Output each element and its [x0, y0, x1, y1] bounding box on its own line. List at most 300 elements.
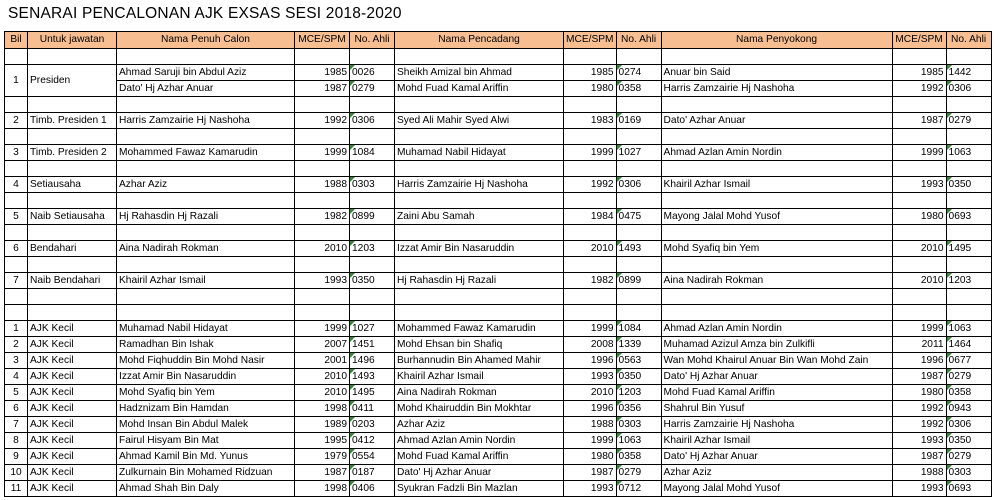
bil-cell[interactable]: 7 — [5, 273, 28, 289]
calon-ahli-cell[interactable]: 0554 — [350, 449, 395, 465]
penyokong-ahli-cell[interactable]: 0279 — [946, 369, 991, 385]
pencadang-mce-cell[interactable]: 1983 — [564, 113, 617, 129]
pencadang-ahli-cell[interactable]: 0169 — [616, 113, 661, 129]
pencadang-ahli-cell[interactable]: 0475 — [616, 209, 661, 225]
calon-name-cell[interactable]: Hadznizam Bin Hamdan — [117, 401, 295, 417]
empty-cell[interactable] — [616, 97, 661, 113]
calon-mce-cell[interactable]: 1995 — [295, 433, 350, 449]
empty-cell[interactable] — [350, 97, 395, 113]
empty-cell[interactable] — [117, 225, 295, 241]
calon-mce-cell[interactable]: 1989 — [295, 417, 350, 433]
pencadang-mce-cell[interactable]: 1987 — [564, 465, 617, 481]
empty-cell[interactable] — [564, 225, 617, 241]
penyokong-ahli-cell[interactable]: 0693 — [946, 209, 991, 225]
empty-cell[interactable] — [564, 129, 617, 145]
pencadang-mce-cell[interactable]: 1980 — [564, 81, 617, 97]
calon-mce-cell[interactable]: 1979 — [295, 449, 350, 465]
empty-cell[interactable] — [5, 257, 28, 273]
header-bil[interactable]: Bil — [5, 32, 28, 49]
empty-cell[interactable] — [616, 305, 661, 321]
pencadang-name-cell[interactable]: Mohd Khairuddin Bin Mokhtar — [395, 401, 564, 417]
penyokong-mce-cell[interactable]: 1980 — [892, 385, 946, 401]
empty-cell[interactable] — [946, 97, 991, 113]
bil-cell[interactable]: 5 — [5, 385, 28, 401]
penyokong-name-cell[interactable]: Mayong Jalal Mohd Yusof — [661, 481, 892, 497]
calon-ahli-cell[interactable]: 1203 — [350, 241, 395, 257]
pencadang-name-cell[interactable]: Khairil Azhar Ismail — [395, 369, 564, 385]
empty-cell[interactable] — [350, 129, 395, 145]
empty-cell[interactable] — [5, 225, 28, 241]
pencadang-name-cell[interactable]: Hj Rahasdin Hj Razali — [395, 273, 564, 289]
jawatan-cell[interactable]: AJK Kecil — [28, 337, 117, 353]
penyokong-mce-cell[interactable]: 1993 — [892, 177, 946, 193]
jawatan-cell[interactable]: AJK Kecil — [28, 385, 117, 401]
header-penyokong-ahli[interactable]: No. Ahli — [946, 32, 991, 49]
pencadang-mce-cell[interactable]: 1999 — [564, 433, 617, 449]
empty-cell[interactable] — [5, 305, 28, 321]
empty-cell[interactable] — [5, 129, 28, 145]
pencadang-name-cell[interactable]: Harris Zamzairie Hj Nashoha — [395, 177, 564, 193]
empty-cell[interactable] — [946, 49, 991, 65]
empty-cell[interactable] — [564, 193, 617, 209]
bil-cell[interactable]: 1 — [5, 65, 28, 97]
pencadang-ahli-cell[interactable]: 0274 — [616, 65, 661, 81]
empty-cell[interactable] — [946, 161, 991, 177]
penyokong-name-cell[interactable]: Dato' Hj Azhar Anuar — [661, 369, 892, 385]
empty-cell[interactable] — [28, 129, 117, 145]
empty-cell[interactable] — [946, 289, 991, 305]
penyokong-name-cell[interactable]: Harris Zamzairie Hj Nashoha — [661, 81, 892, 97]
penyokong-mce-cell[interactable]: 1992 — [892, 417, 946, 433]
penyokong-mce-cell[interactable]: 1993 — [892, 481, 946, 497]
pencadang-ahli-cell[interactable]: 0712 — [616, 481, 661, 497]
empty-cell[interactable] — [295, 305, 350, 321]
empty-cell[interactable] — [661, 193, 892, 209]
calon-mce-cell[interactable]: 1987 — [295, 81, 350, 97]
calon-ahli-cell[interactable]: 0411 — [350, 401, 395, 417]
empty-cell[interactable] — [564, 257, 617, 273]
header-calon-ahli[interactable]: No. Ahli — [350, 32, 395, 49]
calon-ahli-cell[interactable]: 0203 — [350, 417, 395, 433]
pencadang-ahli-cell[interactable]: 0279 — [616, 465, 661, 481]
calon-ahli-cell[interactable]: 1027 — [350, 321, 395, 337]
penyokong-mce-cell[interactable]: 1992 — [892, 81, 946, 97]
bil-cell[interactable]: 10 — [5, 465, 28, 481]
penyokong-name-cell[interactable]: Harris Zamzairie Hj Nashoha — [661, 417, 892, 433]
penyokong-ahli-cell[interactable]: 0350 — [946, 433, 991, 449]
calon-mce-cell[interactable]: 1993 — [295, 273, 350, 289]
penyokong-ahli-cell[interactable]: 0943 — [946, 401, 991, 417]
pencadang-ahli-cell[interactable]: 1027 — [616, 145, 661, 161]
empty-cell[interactable] — [395, 305, 564, 321]
empty-cell[interactable] — [350, 257, 395, 273]
bil-cell[interactable]: 2 — [5, 113, 28, 129]
jawatan-cell[interactable]: Timb. Presiden 1 — [28, 113, 117, 129]
penyokong-mce-cell[interactable]: 1996 — [892, 353, 946, 369]
calon-name-cell[interactable]: Ahmad Kamil Bin Md. Yunus — [117, 449, 295, 465]
empty-cell[interactable] — [395, 129, 564, 145]
empty-cell[interactable] — [117, 49, 295, 65]
calon-ahli-cell[interactable]: 0350 — [350, 273, 395, 289]
calon-mce-cell[interactable]: 1998 — [295, 481, 350, 497]
pencadang-name-cell[interactable]: Ahmad Azlan Amin Nordin — [395, 433, 564, 449]
pencadang-ahli-cell[interactable]: 1493 — [616, 241, 661, 257]
jawatan-cell[interactable]: AJK Kecil — [28, 465, 117, 481]
empty-cell[interactable] — [564, 289, 617, 305]
pencadang-name-cell[interactable]: Azhar Aziz — [395, 417, 564, 433]
calon-name-cell[interactable]: Muhamad Nabil Hidayat — [117, 321, 295, 337]
pencadang-name-cell[interactable]: Burhannudin Bin Ahamed Mahir — [395, 353, 564, 369]
penyokong-mce-cell[interactable]: 1992 — [892, 401, 946, 417]
empty-cell[interactable] — [117, 305, 295, 321]
penyokong-name-cell[interactable]: Dato' Azhar Anuar — [661, 113, 892, 129]
penyokong-name-cell[interactable]: Mayong Jalal Mohd Yusof — [661, 209, 892, 225]
pencadang-name-cell[interactable]: Mohd Fuad Kamal Ariffin — [395, 81, 564, 97]
penyokong-name-cell[interactable]: Azhar Aziz — [661, 465, 892, 481]
pencadang-mce-cell[interactable]: 2010 — [564, 385, 617, 401]
empty-cell[interactable] — [661, 49, 892, 65]
bil-cell[interactable]: 4 — [5, 369, 28, 385]
bil-cell[interactable]: 11 — [5, 481, 28, 497]
bil-cell[interactable]: 6 — [5, 401, 28, 417]
calon-ahli-cell[interactable]: 0279 — [350, 81, 395, 97]
empty-cell[interactable] — [564, 97, 617, 113]
jawatan-cell[interactable]: AJK Kecil — [28, 321, 117, 337]
pencadang-ahli-cell[interactable]: 0303 — [616, 417, 661, 433]
empty-cell[interactable] — [661, 129, 892, 145]
penyokong-mce-cell[interactable]: 1980 — [892, 209, 946, 225]
empty-cell[interactable] — [564, 161, 617, 177]
calon-mce-cell[interactable]: 2010 — [295, 241, 350, 257]
calon-mce-cell[interactable]: 1987 — [295, 465, 350, 481]
empty-cell[interactable] — [892, 49, 946, 65]
jawatan-cell[interactable]: AJK Kecil — [28, 417, 117, 433]
empty-cell[interactable] — [295, 49, 350, 65]
penyokong-mce-cell[interactable]: 1987 — [892, 113, 946, 129]
calon-name-cell[interactable]: Ramadhan Bin Ishak — [117, 337, 295, 353]
jawatan-cell[interactable]: Bendahari — [28, 241, 117, 257]
penyokong-mce-cell[interactable]: 1987 — [892, 449, 946, 465]
pencadang-name-cell[interactable]: Zaini Abu Samah — [395, 209, 564, 225]
penyokong-ahli-cell[interactable]: 0306 — [946, 417, 991, 433]
penyokong-mce-cell[interactable]: 1987 — [892, 369, 946, 385]
penyokong-ahli-cell[interactable]: 1442 — [946, 65, 991, 81]
jawatan-cell[interactable]: AJK Kecil — [28, 449, 117, 465]
empty-cell[interactable] — [28, 225, 117, 241]
pencadang-ahli-cell[interactable]: 0358 — [616, 81, 661, 97]
penyokong-name-cell[interactable]: Muhamad Azizul Amza bin Zulkifli — [661, 337, 892, 353]
calon-mce-cell[interactable]: 1999 — [295, 321, 350, 337]
penyokong-ahli-cell[interactable]: 0350 — [946, 177, 991, 193]
header-jawatan[interactable]: Untuk jawatan — [28, 32, 117, 49]
empty-cell[interactable] — [616, 49, 661, 65]
empty-cell[interactable] — [117, 289, 295, 305]
penyokong-name-cell[interactable]: Anuar bin Said — [661, 65, 892, 81]
empty-cell[interactable] — [117, 97, 295, 113]
empty-cell[interactable] — [661, 305, 892, 321]
empty-cell[interactable] — [661, 225, 892, 241]
pencadang-ahli-cell[interactable]: 1339 — [616, 337, 661, 353]
empty-cell[interactable] — [5, 49, 28, 65]
jawatan-cell[interactable]: AJK Kecil — [28, 369, 117, 385]
empty-cell[interactable] — [28, 257, 117, 273]
empty-cell[interactable] — [395, 193, 564, 209]
penyokong-name-cell[interactable]: Dato' Hj Azhar Anuar — [661, 449, 892, 465]
empty-cell[interactable] — [5, 193, 28, 209]
calon-name-cell[interactable]: Mohd Syafiq bin Yem — [117, 385, 295, 401]
calon-ahli-cell[interactable]: 1451 — [350, 337, 395, 353]
pencadang-mce-cell[interactable]: 2008 — [564, 337, 617, 353]
pencadang-mce-cell[interactable]: 1982 — [564, 273, 617, 289]
penyokong-name-cell[interactable]: Shahrul Bin Yusuf — [661, 401, 892, 417]
penyokong-mce-cell[interactable]: 1999 — [892, 145, 946, 161]
calon-ahli-cell[interactable]: 0406 — [350, 481, 395, 497]
pencadang-ahli-cell[interactable]: 1203 — [616, 385, 661, 401]
penyokong-ahli-cell[interactable]: 1063 — [946, 145, 991, 161]
penyokong-ahli-cell[interactable]: 0279 — [946, 113, 991, 129]
pencadang-name-cell[interactable]: Sheikh Amizal bin Ahmad — [395, 65, 564, 81]
empty-cell[interactable] — [117, 257, 295, 273]
calon-name-cell[interactable]: Fairul Hisyam Bin Mat — [117, 433, 295, 449]
calon-ahli-cell[interactable]: 1493 — [350, 369, 395, 385]
calon-ahli-cell[interactable]: 0899 — [350, 209, 395, 225]
jawatan-cell[interactable]: Naib Setiausaha — [28, 209, 117, 225]
calon-ahli-cell[interactable]: 0187 — [350, 465, 395, 481]
penyokong-mce-cell[interactable]: 2010 — [892, 273, 946, 289]
jawatan-cell[interactable]: AJK Kecil — [28, 353, 117, 369]
empty-cell[interactable] — [117, 193, 295, 209]
empty-cell[interactable] — [5, 161, 28, 177]
jawatan-cell[interactable]: AJK Kecil — [28, 401, 117, 417]
bil-cell[interactable]: 1 — [5, 321, 28, 337]
penyokong-name-cell[interactable]: Aina Nadirah Rokman — [661, 273, 892, 289]
calon-mce-cell[interactable]: 2001 — [295, 353, 350, 369]
bil-cell[interactable]: 6 — [5, 241, 28, 257]
empty-cell[interactable] — [28, 305, 117, 321]
empty-cell[interactable] — [117, 161, 295, 177]
empty-cell[interactable] — [616, 161, 661, 177]
header-calon[interactable]: Nama Penuh Calon — [117, 32, 295, 49]
penyokong-mce-cell[interactable]: 1985 — [892, 65, 946, 81]
pencadang-name-cell[interactable]: Syukran Fadzli Bin Mazlan — [395, 481, 564, 497]
empty-cell[interactable] — [295, 289, 350, 305]
empty-cell[interactable] — [395, 49, 564, 65]
penyokong-name-cell[interactable]: Khairil Azhar Ismail — [661, 433, 892, 449]
empty-cell[interactable] — [564, 49, 617, 65]
pencadang-mce-cell[interactable]: 1996 — [564, 401, 617, 417]
bil-cell[interactable]: 5 — [5, 209, 28, 225]
empty-cell[interactable] — [5, 289, 28, 305]
penyokong-mce-cell[interactable]: 2010 — [892, 241, 946, 257]
empty-cell[interactable] — [117, 129, 295, 145]
empty-cell[interactable] — [5, 97, 28, 113]
penyokong-ahli-cell[interactable]: 0279 — [946, 449, 991, 465]
bil-cell[interactable]: 2 — [5, 337, 28, 353]
empty-cell[interactable] — [395, 161, 564, 177]
pencadang-mce-cell[interactable]: 1985 — [564, 65, 617, 81]
empty-cell[interactable] — [616, 129, 661, 145]
pencadang-ahli-cell[interactable]: 0356 — [616, 401, 661, 417]
empty-cell[interactable] — [946, 225, 991, 241]
pencadang-name-cell[interactable]: Syed Ali Mahir Syed Alwi — [395, 113, 564, 129]
empty-cell[interactable] — [28, 289, 117, 305]
empty-cell[interactable] — [295, 161, 350, 177]
pencadang-mce-cell[interactable]: 1999 — [564, 145, 617, 161]
bil-cell[interactable]: 4 — [5, 177, 28, 193]
header-penyokong-mce[interactable]: MCE/SPM — [892, 32, 946, 49]
calon-name-cell[interactable]: Aina Nadirah Rokman — [117, 241, 295, 257]
pencadang-mce-cell[interactable]: 1999 — [564, 321, 617, 337]
calon-name-cell[interactable]: Mohd Insan Bin Abdul Malek — [117, 417, 295, 433]
empty-cell[interactable] — [892, 97, 946, 113]
empty-cell[interactable] — [661, 161, 892, 177]
calon-name-cell[interactable]: Mohammed Fawaz Kamarudin — [117, 145, 295, 161]
header-pencadang-ahli[interactable]: No. Ahli — [616, 32, 661, 49]
empty-cell[interactable] — [892, 161, 946, 177]
calon-name-cell[interactable]: Hj Rahasdin Hj Razali — [117, 209, 295, 225]
pencadang-name-cell[interactable]: Mohd Ehsan bin Shafiq — [395, 337, 564, 353]
penyokong-ahli-cell[interactable]: 0306 — [946, 81, 991, 97]
pencadang-mce-cell[interactable]: 1992 — [564, 177, 617, 193]
empty-cell[interactable] — [564, 305, 617, 321]
calon-ahli-cell[interactable]: 0306 — [350, 113, 395, 129]
empty-cell[interactable] — [616, 193, 661, 209]
pencadang-name-cell[interactable]: Dato' Hj Azhar Anuar — [395, 465, 564, 481]
empty-cell[interactable] — [28, 193, 117, 209]
penyokong-ahli-cell[interactable]: 1063 — [946, 321, 991, 337]
penyokong-ahli-cell[interactable]: 0677 — [946, 353, 991, 369]
pencadang-mce-cell[interactable]: 1988 — [564, 417, 617, 433]
empty-cell[interactable] — [295, 97, 350, 113]
jawatan-cell[interactable]: Presiden — [28, 65, 117, 97]
calon-name-cell[interactable]: Dato' Hj Azhar Anuar — [117, 81, 295, 97]
empty-cell[interactable] — [946, 193, 991, 209]
empty-cell[interactable] — [28, 49, 117, 65]
empty-cell[interactable] — [295, 257, 350, 273]
empty-cell[interactable] — [350, 49, 395, 65]
pencadang-name-cell[interactable]: Muhamad Nabil Hidayat — [395, 145, 564, 161]
calon-name-cell[interactable]: Ahmad Saruji bin Abdul Aziz — [117, 65, 295, 81]
pencadang-mce-cell[interactable]: 1980 — [564, 449, 617, 465]
calon-name-cell[interactable]: Izzat Amir Bin Nasaruddin — [117, 369, 295, 385]
bil-cell[interactable]: 3 — [5, 145, 28, 161]
empty-cell[interactable] — [350, 193, 395, 209]
empty-cell[interactable] — [892, 225, 946, 241]
empty-cell[interactable] — [395, 289, 564, 305]
empty-cell[interactable] — [892, 289, 946, 305]
empty-cell[interactable] — [892, 305, 946, 321]
calon-name-cell[interactable]: Ahmad Shah Bin Daly — [117, 481, 295, 497]
penyokong-ahli-cell[interactable]: 0693 — [946, 481, 991, 497]
penyokong-name-cell[interactable]: Khairil Azhar Ismail — [661, 177, 892, 193]
header-penyokong[interactable]: Nama Penyokong — [661, 32, 892, 49]
bil-cell[interactable]: 7 — [5, 417, 28, 433]
calon-mce-cell[interactable]: 1999 — [295, 145, 350, 161]
pencadang-name-cell[interactable]: Izzat Amir Bin Nasaruddin — [395, 241, 564, 257]
pencadang-name-cell[interactable]: Aina Nadirah Rokman — [395, 385, 564, 401]
calon-name-cell[interactable]: Zulkurnain Bin Mohamed Ridzuan — [117, 465, 295, 481]
calon-ahli-cell[interactable]: 1495 — [350, 385, 395, 401]
calon-mce-cell[interactable]: 1988 — [295, 177, 350, 193]
calon-mce-cell[interactable]: 1982 — [295, 209, 350, 225]
empty-cell[interactable] — [295, 225, 350, 241]
penyokong-ahli-cell[interactable]: 0303 — [946, 465, 991, 481]
jawatan-cell[interactable]: AJK Kecil — [28, 481, 117, 497]
calon-mce-cell[interactable]: 2010 — [295, 369, 350, 385]
pencadang-ahli-cell[interactable]: 0358 — [616, 449, 661, 465]
jawatan-cell[interactable]: Setiausaha — [28, 177, 117, 193]
header-calon-mce[interactable]: MCE/SPM — [295, 32, 350, 49]
calon-mce-cell[interactable]: 2010 — [295, 385, 350, 401]
penyokong-name-cell[interactable]: Ahmad Azlan Amin Nordin — [661, 145, 892, 161]
calon-ahli-cell[interactable]: 0412 — [350, 433, 395, 449]
empty-cell[interactable] — [28, 161, 117, 177]
pencadang-ahli-cell[interactable]: 0563 — [616, 353, 661, 369]
pencadang-ahli-cell[interactable]: 0899 — [616, 273, 661, 289]
empty-cell[interactable] — [616, 257, 661, 273]
penyokong-name-cell[interactable]: Mohd Syafiq bin Yem — [661, 241, 892, 257]
empty-cell[interactable] — [395, 97, 564, 113]
header-pencadang-mce[interactable]: MCE/SPM — [564, 32, 617, 49]
jawatan-cell[interactable]: Naib Bendahari — [28, 273, 117, 289]
pencadang-mce-cell[interactable]: 2010 — [564, 241, 617, 257]
empty-cell[interactable] — [350, 225, 395, 241]
calon-mce-cell[interactable]: 2007 — [295, 337, 350, 353]
header-pencadang[interactable]: Nama Pencadang — [395, 32, 564, 49]
penyokong-name-cell[interactable]: Mohd Fuad Kamal Ariffin — [661, 385, 892, 401]
penyokong-ahli-cell[interactable]: 1464 — [946, 337, 991, 353]
penyokong-mce-cell[interactable]: 1993 — [892, 433, 946, 449]
pencadang-mce-cell[interactable]: 1993 — [564, 369, 617, 385]
empty-cell[interactable] — [946, 257, 991, 273]
calon-name-cell[interactable]: Azhar Aziz — [117, 177, 295, 193]
penyokong-name-cell[interactable]: Ahmad Azlan Amin Nordin — [661, 321, 892, 337]
pencadang-ahli-cell[interactable]: 0306 — [616, 177, 661, 193]
empty-cell[interactable] — [616, 289, 661, 305]
calon-ahli-cell[interactable]: 0026 — [350, 65, 395, 81]
penyokong-ahli-cell[interactable]: 1203 — [946, 273, 991, 289]
empty-cell[interactable] — [395, 225, 564, 241]
empty-cell[interactable] — [295, 129, 350, 145]
penyokong-mce-cell[interactable]: 1999 — [892, 321, 946, 337]
calon-mce-cell[interactable]: 1992 — [295, 113, 350, 129]
empty-cell[interactable] — [661, 97, 892, 113]
pencadang-ahli-cell[interactable]: 1063 — [616, 433, 661, 449]
calon-ahli-cell[interactable]: 0303 — [350, 177, 395, 193]
pencadang-mce-cell[interactable]: 1996 — [564, 353, 617, 369]
pencadang-ahli-cell[interactable]: 1084 — [616, 321, 661, 337]
penyokong-mce-cell[interactable]: 2011 — [892, 337, 946, 353]
empty-cell[interactable] — [661, 289, 892, 305]
pencadang-name-cell[interactable]: Mohd Fuad Kamal Ariffin — [395, 449, 564, 465]
bil-cell[interactable]: 9 — [5, 449, 28, 465]
bil-cell[interactable]: 3 — [5, 353, 28, 369]
calon-name-cell[interactable]: Harris Zamzairie Hj Nashoha — [117, 113, 295, 129]
empty-cell[interactable] — [350, 161, 395, 177]
calon-mce-cell[interactable]: 1998 — [295, 401, 350, 417]
empty-cell[interactable] — [946, 129, 991, 145]
empty-cell[interactable] — [395, 257, 564, 273]
pencadang-name-cell[interactable]: Mohammed Fawaz Kamarudin — [395, 321, 564, 337]
empty-cell[interactable] — [350, 289, 395, 305]
penyokong-ahli-cell[interactable]: 0358 — [946, 385, 991, 401]
calon-ahli-cell[interactable]: 1084 — [350, 145, 395, 161]
penyokong-ahli-cell[interactable]: 1495 — [946, 241, 991, 257]
empty-cell[interactable] — [616, 225, 661, 241]
calon-name-cell[interactable]: Khairil Azhar Ismail — [117, 273, 295, 289]
calon-name-cell[interactable]: Mohd Fiqhuddin Bin Mohd Nasir — [117, 353, 295, 369]
empty-cell[interactable] — [661, 257, 892, 273]
